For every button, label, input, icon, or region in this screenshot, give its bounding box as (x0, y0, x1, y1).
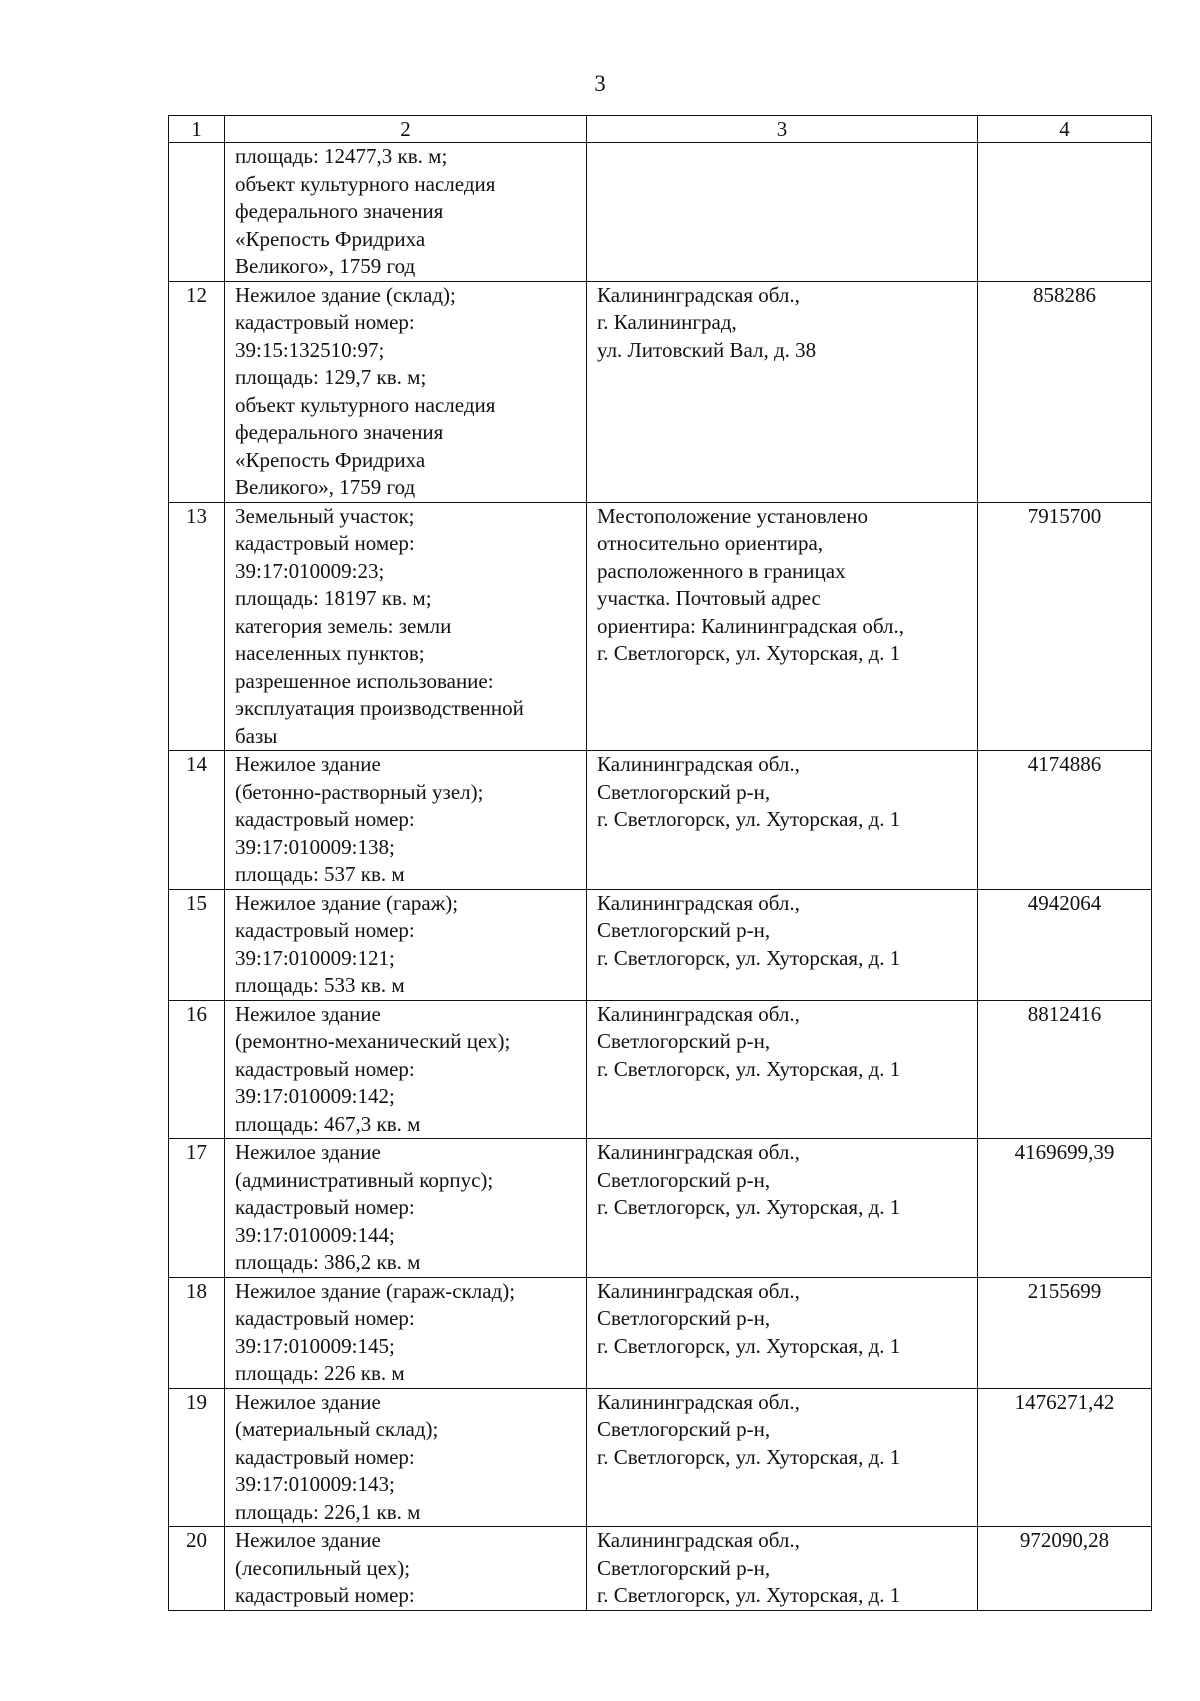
description-line: кадастровый номер: (235, 1583, 415, 1607)
address-cell (587, 1527, 978, 1611)
description-line: категория земель: земли (235, 613, 452, 638)
address-line: Светлогорский р-н, (597, 1167, 771, 1192)
address-line: Светлогорский р-н, (597, 1029, 771, 1053)
column-header-4: 4 (978, 116, 1152, 143)
description-line: 39:17:010009:121; (235, 945, 395, 970)
address-line: г. Светлогорск, ул. Хуторская, д. 1 (597, 945, 901, 970)
address-line: Светлогорский р-н, (597, 1417, 771, 1441)
description-cell (225, 1277, 587, 1388)
address-line: участка. Почтовый адрес (597, 586, 821, 610)
row-number-cell: 16 (169, 1000, 225, 1139)
description-cell (225, 281, 587, 502)
address-line: Калининградская обл., (597, 282, 800, 307)
description-line: базы (235, 723, 278, 748)
property-table (168, 115, 1152, 1611)
description-line: Земельный участок; (235, 503, 415, 528)
description-line: разрешенное использование: (235, 668, 494, 693)
description-line: населенных пунктов; (235, 641, 425, 665)
address-line: г. Светлогорск, ул. Хуторская, д. 1 (597, 1056, 901, 1081)
description-line: 39:17:010009:142; (235, 1084, 395, 1108)
table-row (169, 1000, 1152, 1139)
description-line: Нежилое здание (склад); (235, 282, 456, 307)
address-line: Местоположение установлено (597, 503, 868, 528)
description-line: кадастровый номер: (235, 807, 415, 831)
table-row (169, 1277, 1152, 1388)
address-line: Калининградская обл., (597, 1528, 800, 1552)
address-line: Калининградская обл., (597, 1140, 800, 1164)
address-line: Калининградская обл., (597, 1278, 800, 1303)
address-line: ул. Литовский Вал, д. 38 (597, 337, 817, 362)
address-cell (587, 1139, 978, 1278)
address-cell (587, 1388, 978, 1527)
row-number-cell: 14 (169, 751, 225, 890)
description-line: (материальный склад); (235, 1417, 439, 1441)
description-cell (225, 1139, 587, 1278)
address-cell (587, 281, 978, 502)
table-row (169, 281, 1152, 502)
table-body (169, 143, 1152, 1611)
description-cell (225, 143, 587, 282)
description-line: 39:17:010009:145; (235, 1333, 395, 1358)
table-header-row (169, 116, 1152, 143)
column-header-3: 3 (587, 116, 978, 143)
page-number: 3 (594, 71, 606, 96)
description-line: кадастровый номер: (235, 1444, 415, 1469)
address-cell (587, 1000, 978, 1139)
description-cell (225, 751, 587, 890)
description-line: (административный корпус); (235, 1167, 494, 1192)
table-row (169, 751, 1152, 890)
value-cell: 858286 (978, 281, 1152, 502)
column-header-2: 2 (225, 116, 587, 143)
description-line: кадастровый номер: (235, 918, 415, 942)
description-line: «Крепость Фридриха (235, 226, 426, 251)
address-cell (587, 1277, 978, 1388)
description-line: Нежилое здание (235, 1001, 381, 1026)
value-cell (978, 143, 1152, 282)
row-number-cell: 19 (169, 1388, 225, 1527)
row-number-cell (169, 143, 225, 282)
description-cell (225, 502, 587, 751)
description-line: Нежилое здание (гараж-склад); (235, 1278, 516, 1303)
address-line: ориентира: Калининградская обл., (597, 613, 904, 638)
description-line: площадь: 18197 кв. м; (235, 586, 432, 610)
row-number-cell: 12 (169, 281, 225, 502)
description-line: Нежилое здание (235, 1528, 381, 1552)
description-cell (225, 889, 587, 1000)
address-cell (587, 751, 978, 890)
description-line: Нежилое здание (235, 752, 381, 776)
row-number-cell: 13 (169, 502, 225, 751)
address-line: Светлогорский р-н, (597, 1555, 771, 1580)
description-line: площадь: 226 кв. м (235, 1361, 405, 1385)
address-cell (587, 889, 978, 1000)
description-line: «Крепость Фридриха (235, 447, 426, 472)
address-line: г. Светлогорск, ул. Хуторская, д. 1 (597, 807, 901, 831)
description-line: (ремонтно-механический цех); (235, 1029, 511, 1053)
description-line: (бетонно-растворный узел); (235, 779, 484, 804)
address-line: г. Светлогорск, ул. Хуторская, д. 1 (597, 1583, 901, 1607)
value-cell: 4942064 (978, 889, 1152, 1000)
description-line: площадь: 12477,3 кв. м; (235, 144, 448, 168)
description-line: площадь: 129,7 кв. м; (235, 365, 427, 389)
row-number-cell: 17 (169, 1139, 225, 1278)
value-cell: 2155699 (978, 1277, 1152, 1388)
address-line: г. Светлогорск, ул. Хуторская, д. 1 (597, 1195, 901, 1219)
address-line: относительно ориентира, (597, 531, 824, 555)
description-line: 39:15:132510:97; (235, 337, 385, 362)
address-line: г. Калининград, (597, 310, 737, 334)
description-line: федерального значения (235, 420, 444, 444)
address-line: Калининградская обл., (597, 890, 800, 915)
description-line: 39:17:010009:143; (235, 1472, 395, 1496)
description-line: Великого», 1759 год (235, 254, 416, 278)
description-line: кадастровый номер: (235, 1056, 415, 1081)
address-line: г. Светлогорск, ул. Хуторская, д. 1 (597, 1333, 901, 1358)
value-cell: 8812416 (978, 1000, 1152, 1139)
description-cell (225, 1527, 587, 1611)
value-cell: 972090,28 (978, 1527, 1152, 1611)
table-row (169, 143, 1152, 282)
description-line: 39:17:010009:23; (235, 558, 385, 583)
address-line: г. Светлогорск, ул. Хуторская, д. 1 (597, 1444, 901, 1469)
description-line: кадастровый номер: (235, 531, 415, 555)
description-line: площадь: 386,2 кв. м (235, 1250, 421, 1274)
description-line: объект культурного наследия (235, 171, 496, 196)
description-line: кадастровый номер: (235, 1306, 415, 1330)
description-line: кадастровый номер: (235, 1195, 415, 1219)
description-line: кадастровый номер: (235, 310, 415, 334)
description-cell (225, 1000, 587, 1139)
address-line: расположенного в границах (597, 558, 846, 583)
address-cell (587, 502, 978, 751)
description-line: эксплуатация производственной (235, 696, 524, 720)
value-cell: 1476271,42 (978, 1388, 1152, 1527)
address-line: Светлогорский р-н, (597, 779, 771, 804)
description-line: 39:17:010009:138; (235, 834, 395, 859)
description-line: (лесопильный цех); (235, 1555, 411, 1580)
address-line: Калининградская обл., (597, 1001, 800, 1026)
value-cell: 7915700 (978, 502, 1152, 751)
table-row (169, 1527, 1152, 1611)
description-line: Нежилое здание (гараж); (235, 890, 459, 915)
description-cell (225, 1388, 587, 1527)
address-line: г. Светлогорск, ул. Хуторская, д. 1 (597, 641, 901, 665)
description-line: Великого», 1759 год (235, 475, 416, 499)
description-line: федерального значения (235, 199, 444, 223)
address-cell (587, 143, 978, 282)
table-row (169, 502, 1152, 751)
table-row (169, 1388, 1152, 1527)
description-line: площадь: 533 кв. м (235, 973, 405, 997)
description-line: 39:17:010009:144; (235, 1222, 395, 1247)
row-number-cell: 20 (169, 1527, 225, 1611)
description-line: Нежилое здание (235, 1140, 381, 1164)
value-cell: 4174886 (978, 751, 1152, 890)
address-line: Калининградская обл., (597, 752, 800, 776)
address-line: Светлогорский р-н, (597, 918, 771, 942)
description-line: Нежилое здание (235, 1389, 381, 1414)
description-line: площадь: 537 кв. м (235, 862, 405, 886)
address-line: Калининградская обл., (597, 1389, 800, 1414)
row-number-cell: 18 (169, 1277, 225, 1388)
row-number-cell: 15 (169, 889, 225, 1000)
value-cell: 4169699,39 (978, 1139, 1152, 1278)
table-row (169, 889, 1152, 1000)
description-line: объект культурного наследия (235, 392, 496, 417)
description-line: площадь: 226,1 кв. м (235, 1499, 421, 1524)
description-line: площадь: 467,3 кв. м (235, 1111, 421, 1136)
address-line: Светлогорский р-н, (597, 1306, 771, 1330)
column-header-1: 1 (169, 116, 225, 143)
table-row (169, 1139, 1152, 1278)
